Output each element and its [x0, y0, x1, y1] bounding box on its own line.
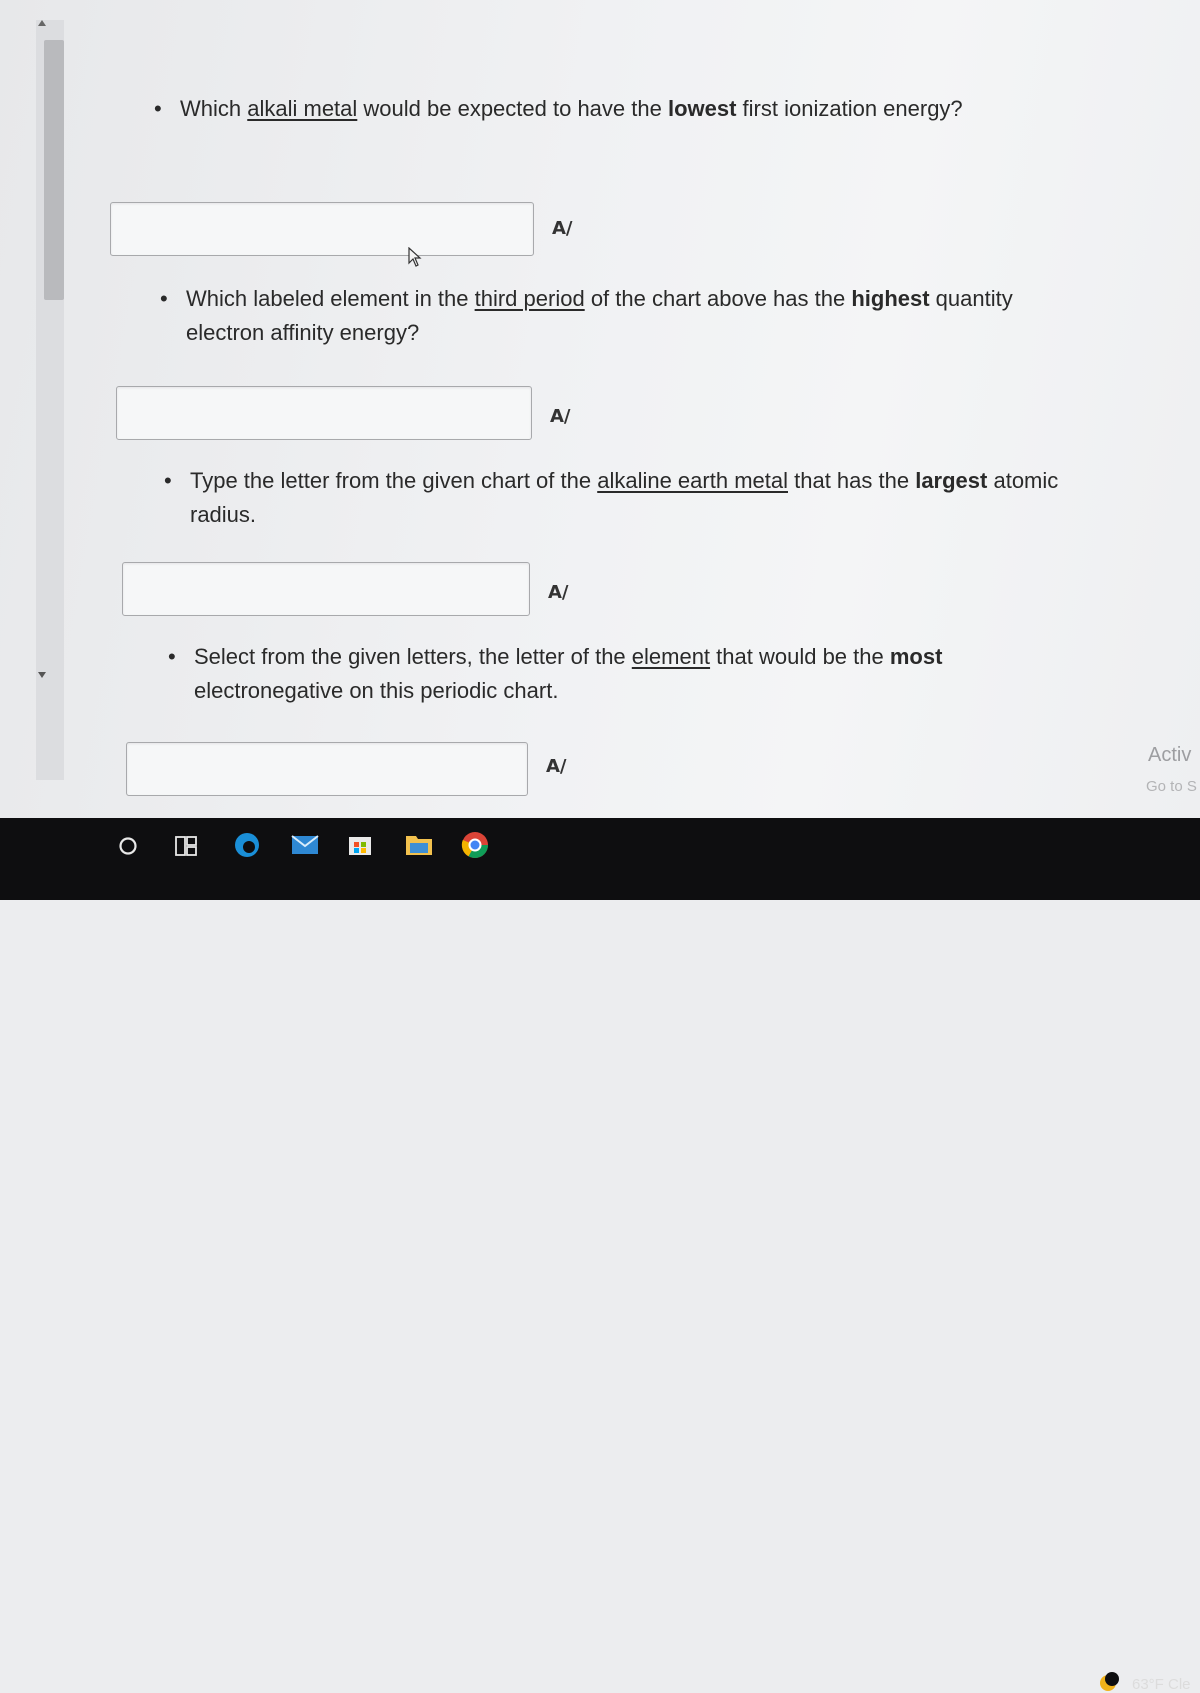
activate-windows-watermark: Activ [1148, 744, 1192, 766]
cortana-circle-icon[interactable] [118, 836, 138, 856]
answer-input-1[interactable] [110, 202, 534, 256]
glossary-link[interactable]: alkaline earth metal [597, 468, 788, 493]
answer-input-2[interactable] [116, 386, 532, 440]
question-emphasis: lowest [667, 96, 737, 121]
question-text: first ionization energy? [736, 96, 963, 121]
quiz-page [0, 0, 1200, 818]
weather-status[interactable]: 63°F Cle [1132, 1676, 1191, 1693]
weather-moon-icon[interactable] [1100, 1675, 1116, 1691]
bullet-icon: • [154, 96, 162, 121]
chrome-icon[interactable] [460, 830, 490, 860]
scroll-up-arrow-icon[interactable] [38, 20, 46, 26]
edge-browser-icon[interactable] [232, 830, 262, 860]
taskbar [0, 818, 1200, 1693]
question-text: that would be the [710, 644, 890, 669]
answer-input-4[interactable] [126, 742, 528, 796]
question-3 [164, 464, 1070, 532]
answer-input-3[interactable] [122, 562, 530, 616]
question-text: Type the letter from the given chart of the [190, 468, 598, 493]
bullet-icon: • [160, 286, 168, 311]
question-text: Select from the given letters, the letter of the [194, 644, 632, 669]
mail-icon[interactable] [290, 832, 320, 858]
bullet-icon: • [168, 644, 176, 669]
question-emphasis: largest [915, 468, 988, 493]
question-text: would be expected to have the [357, 96, 668, 121]
spellcheck-icon[interactable]: A/ [546, 756, 567, 777]
glossary-link[interactable]: element [631, 644, 711, 669]
question-text: Which [180, 96, 248, 121]
question-text: atomic radius. [190, 468, 1059, 527]
spellcheck-icon[interactable]: A/ [550, 406, 571, 427]
question-emphasis: highest [851, 286, 930, 311]
question-emphasis: most [889, 644, 943, 669]
store-icon[interactable] [346, 830, 374, 858]
spellcheck-icon[interactable]: A/ [548, 582, 569, 603]
spellcheck-icon[interactable]: A/ [552, 218, 573, 239]
glossary-link[interactable]: alkali metal [247, 96, 358, 121]
scrollbar-thumb[interactable] [44, 40, 64, 300]
file-explorer-icon[interactable] [404, 830, 434, 858]
scroll-down-arrow-icon[interactable] [38, 672, 46, 678]
task-view-icon[interactable] [174, 834, 198, 858]
question-1 [154, 92, 1060, 126]
bullet-icon: • [164, 468, 172, 493]
glossary-link[interactable]: third period [474, 286, 585, 311]
question-2 [160, 282, 1066, 350]
activate-windows-subtext: Go to S [1146, 778, 1197, 795]
question-text: Which labeled element in the [186, 286, 475, 311]
question-text: electronegative on this periodic chart. [194, 678, 559, 703]
question-4 [168, 640, 1074, 708]
mouse-cursor-icon [408, 247, 422, 267]
question-text: quantity electron affinity energy? [186, 286, 1013, 345]
question-text: that has the [788, 468, 916, 493]
question-text: of the chart above has the [584, 286, 852, 311]
